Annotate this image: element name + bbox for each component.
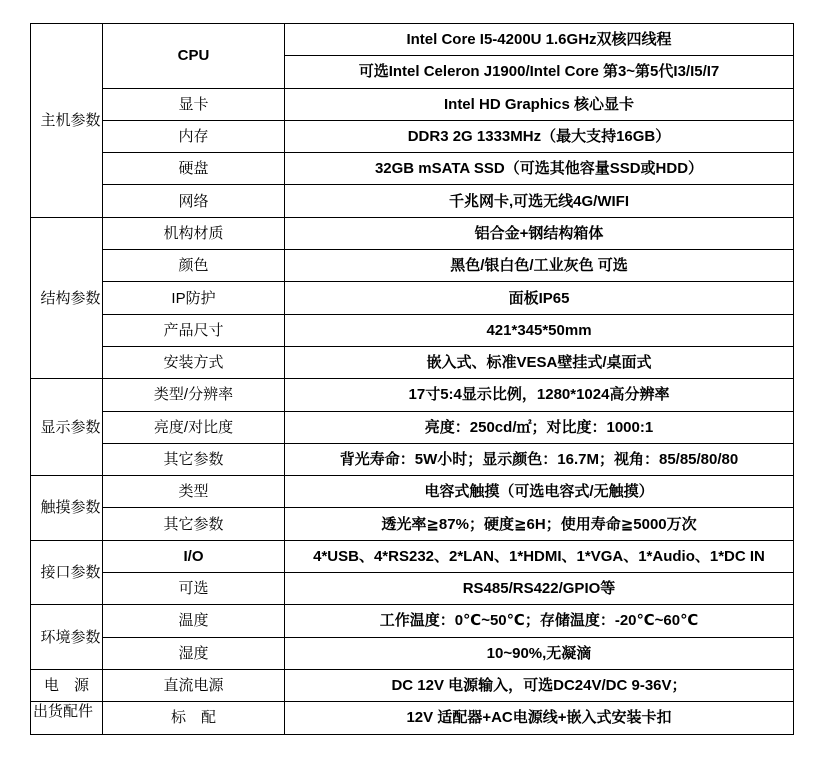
category-cell: 环境参数 xyxy=(31,605,103,670)
table-row xyxy=(31,24,794,56)
table-row xyxy=(31,346,794,378)
item-cell: 网络 xyxy=(103,185,285,217)
table-row xyxy=(31,411,794,443)
category-cell: 电 源 xyxy=(31,669,103,701)
spec-table xyxy=(30,23,794,735)
table-row xyxy=(31,282,794,314)
table-row xyxy=(31,540,794,572)
item-cell: 类型/分辨率 xyxy=(103,379,285,411)
item-cell: 标 配 xyxy=(103,702,285,734)
table-row xyxy=(31,669,794,701)
value-cell: DC 12V 电源输入，可选DC24V/DC 9-36V； xyxy=(285,669,794,701)
item-cell: 直流电源 xyxy=(103,669,285,701)
table-row xyxy=(31,605,794,637)
value-cell: RS485/RS422/GPIO等 xyxy=(285,573,794,605)
category-cell: 接口参数 xyxy=(31,540,103,605)
value-cell: 面板IP65 xyxy=(285,282,794,314)
item-cell: 亮度/对比度 xyxy=(103,411,285,443)
item-cell: 颜色 xyxy=(103,250,285,282)
value-cell: 10~90%,无凝滴 xyxy=(285,637,794,669)
table-row xyxy=(31,637,794,669)
value-cell: 32GB mSATA SSD（可选其他容量SSD或HDD） xyxy=(285,153,794,185)
value-cell: 黑色/银白色/工业灰色 可选 xyxy=(285,250,794,282)
table-row xyxy=(31,508,794,540)
item-cell: CPU xyxy=(103,24,285,89)
table-row xyxy=(31,379,794,411)
item-cell: 产品尺寸 xyxy=(103,314,285,346)
value-cell: Intel HD Graphics 核心显卡 xyxy=(285,88,794,120)
table-row xyxy=(31,250,794,282)
table-row xyxy=(31,120,794,152)
value-cell: 电容式触摸（可选电容式/无触摸） xyxy=(285,476,794,508)
item-cell: 其它参数 xyxy=(103,508,285,540)
table-row xyxy=(31,153,794,185)
value-cell: 亮度：250cd/㎡；对比度：1000:1 xyxy=(285,411,794,443)
value-cell: 工作温度：0℃~50℃；存储温度：-20℃~60℃ xyxy=(285,605,794,637)
item-cell: 安装方式 xyxy=(103,346,285,378)
item-cell: 湿度 xyxy=(103,637,285,669)
value-cell: 421*345*50mm xyxy=(285,314,794,346)
item-cell: IP防护 xyxy=(103,282,285,314)
table-row xyxy=(31,217,794,249)
table-row xyxy=(31,443,794,475)
value-cell: 千兆网卡,可选无线4G/WIFI xyxy=(285,185,794,217)
value-cell: 4*USB、4*RS232、2*LAN、1*HDMI、1*VGA、1*Audio、1*DC IN xyxy=(285,540,794,572)
table-row xyxy=(31,185,794,217)
table-row xyxy=(31,476,794,508)
table-row xyxy=(31,314,794,346)
item-cell: 类型 xyxy=(103,476,285,508)
category-cell: 显示参数 xyxy=(31,379,103,476)
table-row xyxy=(31,88,794,120)
item-cell: 温度 xyxy=(103,605,285,637)
category-cell: 主机参数 xyxy=(31,24,103,218)
value-cell: 铝合金+钢结构箱体 xyxy=(285,217,794,249)
value-cell: Intel Core I5-4200U 1.6GHz双核四线程 xyxy=(285,24,794,56)
item-cell: 显卡 xyxy=(103,88,285,120)
table-row xyxy=(31,702,794,734)
item-cell: 其它参数 xyxy=(103,443,285,475)
value-cell: DDR3 2G 1333MHz（最大支持16GB） xyxy=(285,120,794,152)
item-cell: 可选 xyxy=(103,573,285,605)
value-cell: 12V 适配器+AC电源线+嵌入式安装卡扣 xyxy=(285,702,794,734)
value-cell: 透光率≧87%；硬度≧6H；使用寿命≧5000万次 xyxy=(285,508,794,540)
value-cell: 背光寿命：5W小时；显示颜色：16.7M；视角：85/85/80/80 xyxy=(285,443,794,475)
item-cell: 机构材质 xyxy=(103,217,285,249)
item-cell: I/O xyxy=(103,540,285,572)
table-row xyxy=(31,573,794,605)
category-cell: 结构参数 xyxy=(31,217,103,378)
category-cell: 出货配件 xyxy=(31,702,103,734)
category-cell: 触摸参数 xyxy=(31,476,103,541)
value-cell: 17寸5:4显示比例，1280*1024高分辨率 xyxy=(285,379,794,411)
item-cell: 内存 xyxy=(103,120,285,152)
value-cell: 可选Intel Celeron J1900/Intel Core 第3~第5代I3/I5/I7 xyxy=(285,56,794,88)
value-cell: 嵌入式、标准VESA壁挂式/桌面式 xyxy=(285,346,794,378)
item-cell: 硬盘 xyxy=(103,153,285,185)
